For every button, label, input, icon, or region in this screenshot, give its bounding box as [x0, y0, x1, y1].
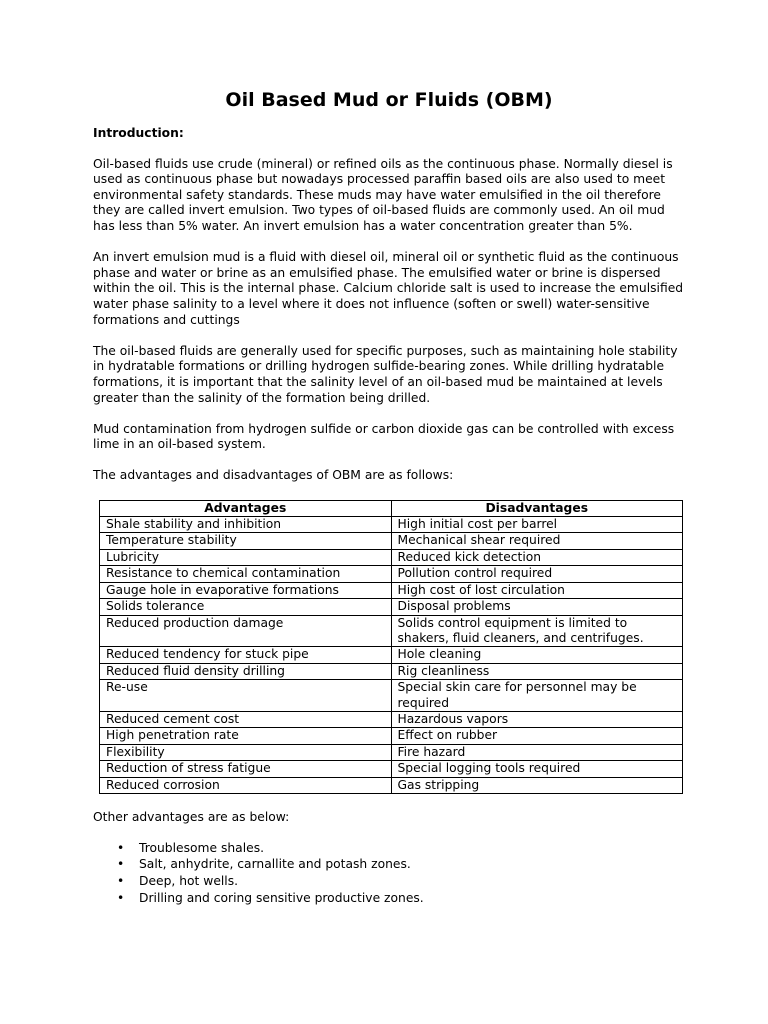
- other-advantages-list: [93, 840, 685, 907]
- bullet-icon: •: [117, 840, 125, 855]
- paragraph-invert-emulsion: An invert emulsion mud is a fluid with diesel oil, mineral oil or synthetic fluid as the continuous phase and water or brine as an emulsified phase. The emulsified water or brine is dispersed within the oil. This is the internal phase. Calcium chloride salt is used to increase the emulsified water phase salinity to a level where it does not influence (soften or swell) water-sensitive formations and cuttings: [93, 250, 684, 327]
- header-disadvantages: Disadvantages: [391, 500, 683, 516]
- disadvantage-cell: Fire hazard: [391, 744, 683, 760]
- advantage-cell: Temperature stability: [100, 533, 392, 549]
- advantage-cell: Reduction of stress fatigue: [100, 761, 392, 777]
- advantages-table: [99, 500, 683, 794]
- advantage-cell: Reduced production damage: [100, 615, 392, 647]
- advantage-cell: Lubricity: [100, 549, 392, 565]
- advantage-cell: Re-use: [100, 680, 392, 712]
- disadvantage-cell: Disposal problems: [391, 599, 683, 615]
- list-item: [93, 873, 685, 890]
- disadvantage-cell: Hole cleaning: [391, 647, 683, 663]
- disadvantage-cell: Hazardous vapors: [391, 711, 683, 727]
- advantage-cell: Flexibility: [100, 744, 392, 760]
- bullet-icon: •: [117, 890, 125, 905]
- list-item: [93, 856, 685, 873]
- disadvantage-cell: Special logging tools required: [391, 761, 683, 777]
- advantage-cell: Shale stability and inhibition: [100, 517, 392, 533]
- disadvantage-cell: Effect on rubber: [391, 728, 683, 744]
- list-item-text: Drilling and coring sensitive productive zones.: [139, 890, 424, 905]
- table-row: [100, 744, 683, 760]
- disadvantage-cell: Gas stripping: [391, 777, 683, 793]
- list-item-text: Troublesome shales.: [139, 840, 265, 855]
- paragraph-contamination: Mud contamination from hydrogen sulfide or carbon dioxide gas can be controlled with excess lime in an oil-based system.: [93, 421, 675, 452]
- advantage-cell: Gauge hole in evaporative formations: [100, 582, 392, 598]
- table-row: [100, 728, 683, 744]
- other-advantages-heading: Other advantages are as below:: [93, 809, 290, 824]
- table-row: [100, 599, 683, 615]
- table-row: [100, 777, 683, 793]
- advantage-cell: High penetration rate: [100, 728, 392, 744]
- table-row: [100, 761, 683, 777]
- disadvantage-cell: Pollution control required: [391, 566, 683, 582]
- table-header-row: [100, 500, 683, 516]
- list-item-text: Salt, anhydrite, carnallite and potash zones.: [139, 857, 411, 872]
- table-row: [100, 663, 683, 679]
- bullet-icon: •: [117, 874, 125, 889]
- intro-heading: Introduction:: [93, 126, 184, 140]
- disadvantage-cell: High cost of lost circulation: [391, 582, 683, 598]
- list-item-text: Deep, hot wells.: [139, 874, 239, 889]
- disadvantage-cell: Mechanical shear required: [391, 533, 683, 549]
- paragraph-table-intro: The advantages and disadvantages of OBM are as follows:: [93, 468, 454, 483]
- page-title: Oil Based Mud or Fluids (OBM): [225, 89, 553, 111]
- advantage-cell: Resistance to chemical contamination: [100, 566, 392, 582]
- disadvantage-cell: Rig cleanliness: [391, 663, 683, 679]
- advantage-cell: Reduced corrosion: [100, 777, 392, 793]
- list-item: [93, 840, 685, 857]
- table-row: [100, 711, 683, 727]
- table-row: [100, 615, 683, 647]
- paragraph-intro: Oil-based fluids use crude (mineral) or refined oils as the continuous phase. Normally diesel is used as continuous phase but nowadays processed paraffin based oils are also used to meet environmental safety standards. These muds may have water emulsified in the oil therefore they are called invert emulsion. Two types of oil-based fluids are commonly used. An oil mud has less than 5% water. An invert emulsion has a water concentration greater than 5%.: [93, 156, 673, 233]
- advantage-cell: Reduced fluid density drilling: [100, 663, 392, 679]
- advantage-cell: Solids tolerance: [100, 599, 392, 615]
- disadvantage-cell: High initial cost per barrel: [391, 517, 683, 533]
- table-row: [100, 647, 683, 663]
- paragraph-specific-purposes: The oil-based fluids are generally used for specific purposes, such as maintaining hole stability in hydratable formations or drilling hydrogen sulfide-bearing zones. While drilling hydratable formations, it is important that the salinity level of an oil-based mud be maintained at levels greater than the salinity of the formation being drilled.: [93, 343, 678, 405]
- bullet-icon: •: [117, 857, 125, 872]
- table-row: [100, 582, 683, 598]
- table-row: [100, 517, 683, 533]
- advantage-cell: Reduced tendency for stuck pipe: [100, 647, 392, 663]
- disadvantage-cell: Solids control equipment is limited to shakers, fluid cleaners, and centrifuges.: [391, 615, 683, 647]
- table-row: [100, 680, 683, 712]
- advantage-cell: Reduced cement cost: [100, 711, 392, 727]
- table-row: [100, 549, 683, 565]
- disadvantage-cell: Reduced kick detection: [391, 549, 683, 565]
- table-row: [100, 533, 683, 549]
- list-item: [93, 890, 685, 907]
- document-page: [93, 88, 685, 907]
- table-row: [100, 566, 683, 582]
- disadvantage-cell: Special skin care for personnel may be required: [391, 680, 683, 712]
- header-advantages: Advantages: [100, 500, 392, 516]
